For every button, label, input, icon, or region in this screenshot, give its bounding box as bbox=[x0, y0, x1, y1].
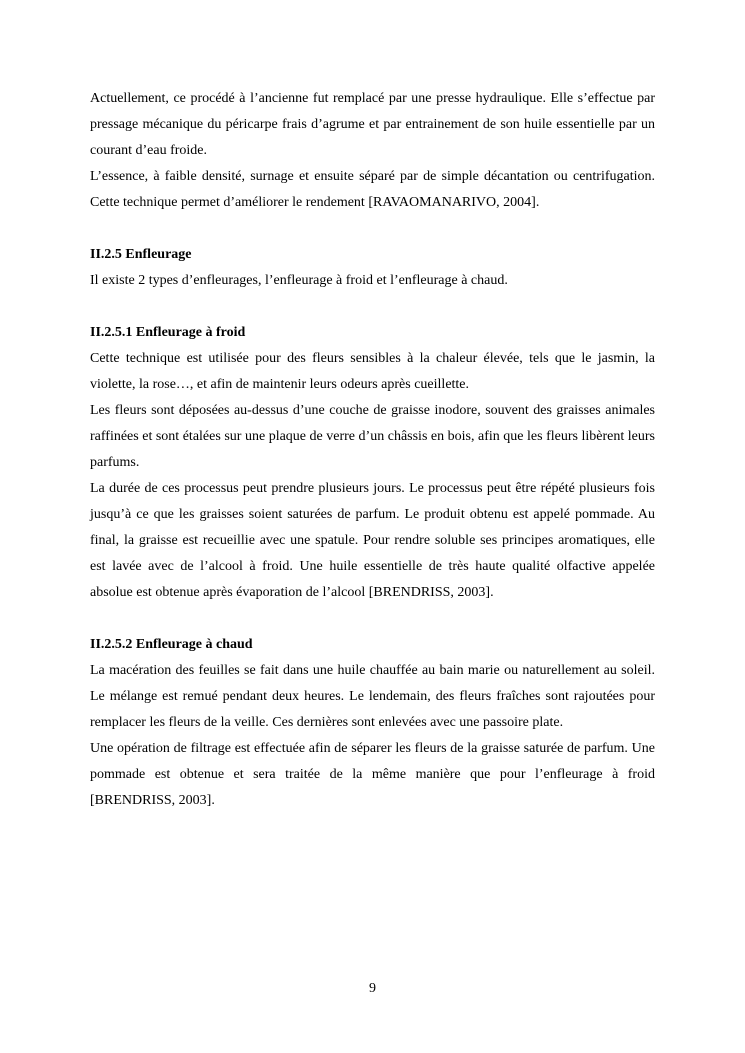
paragraph: La durée de ces processus peut prendre plusieurs jours. Le processus peut être répété plusieurs fois jusqu’à ce que les graisses soient saturées de parfum. Le produit obtenu est appelé pommade. Au final, la graisse est recueillie avec une spatule. Pour rendre soluble ses principes aromatiques, elle est lavée avec de l’alcool à froid. Une huile essentielle de très haute qualité olfactive appelée absolue est obtenue après évaporation de l’alcool [BRENDRISS, 2003]. bbox=[90, 481, 655, 600]
paragraph: Une opération de filtrage est effectuée afin de séparer les fleurs de la graisse saturée de parfum. Une pommade est obtenue et sera traitée de la même manière que pour l’enfleurage à froid [BRENDRISS, 2003]. bbox=[90, 741, 655, 808]
paragraph: Actuellement, ce procédé à l’ancienne fut remplacé par une presse hydraulique. Elle s’effectue par pressage mécanique du péricarpe frais d’agrume et par entrainement de son huile essentielle par un courant d’eau froide. bbox=[90, 91, 655, 158]
document-body bbox=[90, 86, 655, 814]
section-heading: II.2.5 Enfleurage bbox=[90, 247, 192, 262]
paragraph: Les fleurs sont déposées au-dessus d’une couche de graisse inodore, souvent des graisses animales raffinées et sont étalées sur une plaque de verre d’un châssis en bois, afin que les fleurs libèrent leurs parfums. bbox=[90, 403, 655, 470]
page-number: 9 bbox=[369, 981, 376, 996]
paragraph: Cette technique est utilisée pour des fleurs sensibles à la chaleur élevée, tels que le jasmin, la violette, la rose…, et afin de maintenir leurs odeurs après cueillette. bbox=[90, 351, 655, 392]
paragraph: L’essence, à faible densité, surnage et ensuite séparé par de simple décantation ou centrifugation. Cette technique permet d’améliorer le rendement [RAVAOMANARIVO, 2004]. bbox=[90, 169, 655, 210]
paragraph: Il existe 2 types d’enfleurages, l’enfleurage à froid et l’enfleurage à chaud. bbox=[90, 273, 508, 288]
paragraph: La macération des feuilles se fait dans une huile chauffée au bain marie ou naturellement au soleil. Le mélange est remué pendant deux heures. Le lendemain, des fleurs fraîches sont rajoutées pour remplacer les fleurs de la veille. Ces dernières sont enlevées avec une passoire plate. bbox=[90, 663, 655, 730]
section-heading: II.2.5.1 Enfleurage à froid bbox=[90, 325, 246, 340]
section-heading: II.2.5.2 Enfleurage à chaud bbox=[90, 637, 253, 652]
